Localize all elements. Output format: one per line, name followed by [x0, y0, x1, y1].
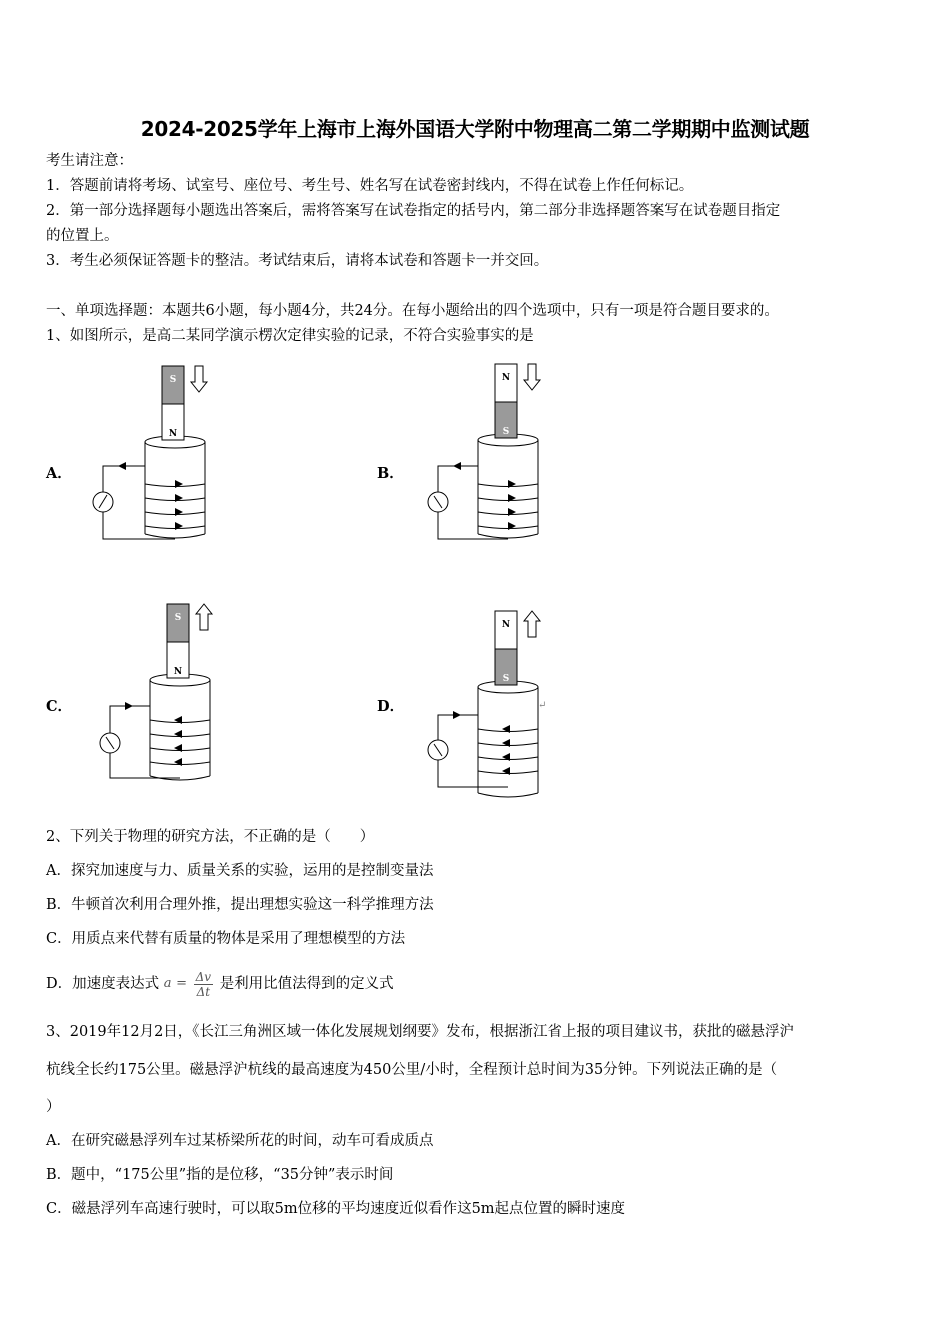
- coil-turns: [145, 484, 205, 529]
- figure-b: [418, 362, 553, 547]
- notice-heading: 考生请注意：: [46, 153, 133, 169]
- return-mark: ↵: [538, 700, 547, 711]
- figure-c: [90, 600, 225, 785]
- notice-item-1: 1．答题前请将考场、试室号、座位号、考生号、姓名写在试卷密封线内，不得在试卷上作任何标记。: [46, 178, 694, 194]
- notice-item-2-cont: 的位置上。: [46, 228, 119, 244]
- question-3-option-a: A．在研究磁悬浮列车过某桥梁所花的时间，动车可看成质点: [46, 1133, 434, 1149]
- option-c-label: C．: [46, 698, 73, 715]
- current-arrows: [125, 702, 182, 766]
- notice-item-2: 2．第一部分选择题每小题选出答案后，需将答案写在试卷指定的括号内，第二部分非选择题答案写在试卷题目指定: [46, 203, 781, 219]
- magnet-top-half: [495, 611, 517, 649]
- coil-turns: [478, 484, 538, 529]
- pole-top: N: [501, 620, 511, 630]
- question-3-option-b: B．题中，“175公里”指的是位移，“35分钟”表示时间: [46, 1167, 394, 1183]
- current-arrows: [118, 462, 183, 530]
- magnet-top-half: [167, 604, 189, 642]
- question-2-option-c: C．用质点来代替有质量的物体是采用了理想模型的方法: [46, 931, 406, 947]
- question-3-option-c: C．磁悬浮列车高速行驶时，可以取5m位移的平均速度近似看作这5m起点位置的瞬时速度: [46, 1201, 626, 1217]
- circuit-wire: [110, 706, 180, 778]
- question-3-stem-line-2: 杭线全长约175公里。磁悬浮沪杭线的最高速度为450公里/小时，全程预计总时间为35分钟。下列说法正确的是（: [46, 1062, 778, 1078]
- figure-a: [85, 362, 220, 547]
- option-d-label: D．: [377, 698, 405, 715]
- current-arrows: [453, 462, 516, 530]
- question-1-stem: 1、如图所示，是高二某同学演示楞次定律实验的记录，不符合实验事实的是: [46, 328, 534, 344]
- motion-arrow-down: [524, 364, 540, 390]
- question-2-option-d: [46, 966, 394, 1002]
- magnet-top-half: [162, 366, 184, 404]
- formula-numerator: Δv: [195, 969, 212, 984]
- pole-bottom: N: [173, 667, 183, 677]
- question-3-stem-line-3: ）: [46, 1099, 61, 1115]
- question-2-option-b: B．牛顿首次利用合理外推，提出理想实验这一科学推理方法: [46, 897, 434, 913]
- coil-turns: [150, 720, 210, 765]
- option-a-label: A．: [46, 465, 72, 482]
- acceleration-formula: [194, 970, 213, 999]
- pole-bottom: S: [502, 427, 510, 437]
- pole-bottom: N: [168, 429, 178, 439]
- pole-top: S: [174, 613, 182, 623]
- magnet-top-half: [495, 364, 517, 402]
- pole-bottom: S: [502, 674, 510, 684]
- question-2-option-a: A．探究加速度与力、质量关系的实验，运用的是控制变量法: [46, 863, 434, 879]
- current-arrows: [453, 711, 510, 775]
- formula-lhs: a: [163, 976, 172, 991]
- formula-eq: =: [176, 976, 188, 991]
- pole-top: N: [501, 373, 511, 383]
- question-3-stem-line-1: 3、2019年12月2日，《长江三角洲区域一体化发展规划纲要》发布，根据浙江省上报的项目建议书，获批的磁悬浮沪: [46, 1024, 795, 1040]
- notice-item-3: 3．考生必须保证答题卡的整洁。考试结束后，请将本试卷和答题卡一并交回。: [46, 253, 549, 269]
- motion-arrow-up: [524, 611, 540, 637]
- motion-arrow-down: [191, 366, 207, 392]
- coil-turns: [478, 729, 538, 774]
- motion-arrow-up: [196, 604, 212, 630]
- page-title: 2024-2025学年上海市上海外国语大学附中物理高二第二学期期中监测试题: [140, 117, 810, 141]
- option-d-text-post: 是利用比值法得到的定义式: [219, 976, 394, 992]
- pole-top: S: [169, 375, 177, 385]
- figure-d: [418, 605, 553, 805]
- circuit-wire: [438, 715, 508, 787]
- formula-denominator: Δt: [196, 984, 211, 999]
- question-2-stem: 2、下列关于物理的研究方法，不正确的是（ ）: [46, 829, 375, 845]
- option-d-text-pre: D．加速度表达式: [46, 976, 160, 992]
- section-heading: 一、单项选择题：本题共6小题，每小题4分，共24分。在每小题给出的四个选项中，只有一项是符合题目要求的。: [46, 303, 779, 319]
- option-b-label: B．: [377, 465, 404, 482]
